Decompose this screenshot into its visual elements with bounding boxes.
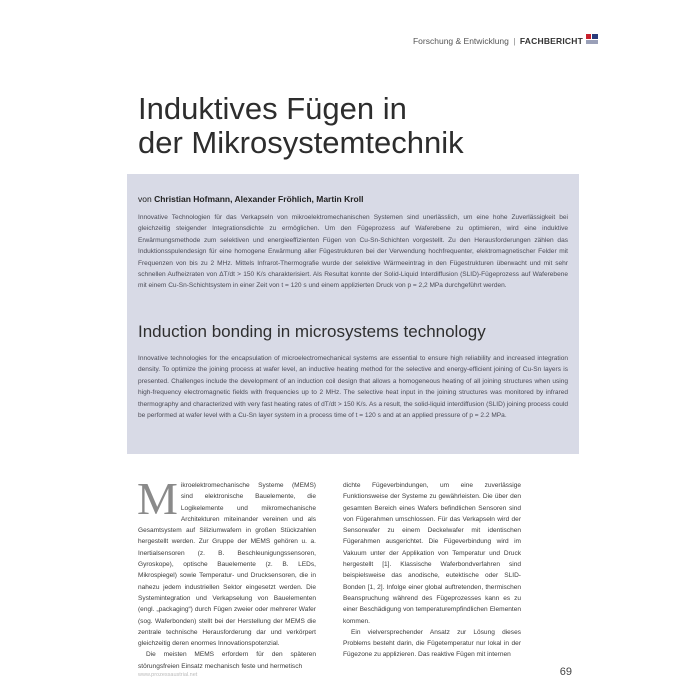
body-paragraph — [137, 473, 316, 649]
publisher-logo-icon — [586, 34, 598, 45]
authors-prefix: von — [138, 194, 152, 204]
drop-cap: M — [137, 473, 178, 524]
header-section: FACHBERICHT — [519, 36, 583, 46]
running-header — [413, 36, 583, 46]
body-paragraph: Die meisten MEMS erfordern für den späteren störungsfreien Einsatz mechanisch feste und hermetisch — [138, 651, 316, 670]
body-column-2 — [343, 480, 521, 661]
authors-names: Christian Hofmann, Alexander Fröhlich, Martin Kroll — [154, 194, 364, 204]
page-number: 69 — [559, 666, 572, 678]
authors-line — [138, 194, 568, 204]
header-category: Forschung & Entwicklung — [412, 36, 509, 46]
body-paragraph: Ein vielversprechender Ansatz zur Lösung dieses Problems besteht darin, die Fügetemperatur nur lokal in der Fügezone zu applizieren. Das reaktive Fügen mit internen — [343, 628, 521, 659]
body-paragraph: dichte Fügeverbindungen, um eine zuverlässige Funktionsweise der Systeme zu gewährleisten. Die über den gesamten Bereich eines Wafers befindlichen Sensoren sind von Fügerahmen umschlossen. Für das Verkapseln wird der Sensorwafer zu einem Deckelwafer mit identischen Fügerahmen ausgerichtet. Die Fügeverbindung wird im Vakuum unter der Applikation von Temperatur und Druck hergestellt [1]. Klassische Waferbondverfahren sind beispielsweise das anodische, eutektische oder SLID-Bonden [1, 2]. Infolge einer global auftretenden, thermischen Beanspruchung während des Fügeprozesses kann es zu einer Beschädigung von temperaturempfindlichen Elementen kommen. — [343, 482, 521, 625]
english-title: Induction bonding in microsystems technology — [138, 322, 486, 341]
footer-url: www.prozessaustrial.net — [138, 672, 198, 678]
title-line-2: der Mikrosystemtechnik — [138, 125, 464, 160]
body-text: ikroelektromechanische Systeme (MEMS) sind elektronische Bauelemente, die Logikelemente und mikromechanische Architekturen miteinander vereinen und als Gesamtsystem auf Siliziumwafern in großen Stückzahlen hergestellt werden. Zur Gruppe der MEMS gehören u. a. Inertialsensoren (z. B. Beschleunigungssensoren, Gyroskope), optische Bauelemente (z. B. LEDs, Mikrospiegel) sowie Temperatur- und Drucksensoren, die in nahezu jedem industriellen Sektor eingesetzt werden. Die Systemintegration und Verkapselung von Bauelementen (engl. „packaging“) durch Fügen zweier oder mehrerer Wafer (sog. Waferbonden) stellt bei der Herstellung der MEMS die zentrale technische Herausforderung dar und verkörpert gleichzeitig deren enormes Innovationspotenzial. — [138, 482, 316, 648]
body-column-1 — [137, 473, 316, 672]
article-title — [138, 92, 588, 160]
title-line-1: Induktives Fügen in — [138, 91, 407, 126]
abstract-german: Innovative Technologien für das Verkapseln von mikroelektromechanischen Systemen sind unerlässlich, um eine hohe Zuverlässigkeit bei gleichzeitig steigender Integrationsdichte zu ermöglichen. Um den Fügeprozess auf Waferebene zu optimieren, wird eine induktive Erwärmungsmethode zum selektiven und energieeffizienten Fügen von Cu-Sn-Schichten vorgestellt. Zu den Herausforderungen zählen das Induktionsspulendesign für eine homogene Erwärmung aller Fügestrukturen bei der Verwendung hochfrequenter, elektromagnetischer Felder mit Frequenzen von bis zu 2 MHz. Mittels Infrarot-Thermografie wurde der selektive Wärmeeintrag in den Fügestrukturen überwacht und mit sehr schnellen Aufheizraten von ΔT/dt > 150 K/s charakterisiert. Als Resultat konnte der Solid-Liquid Interdiffusion (SLID)-Fügeprozess auf Waferebene mit einem Cu-Sn-Schichtsystem in einer Zeit von t = 120 s und einem applizierten Druck von p = 2,2 MPa durchgeführt werden. — [138, 214, 568, 290]
header-separator: | — [513, 36, 516, 46]
abstract-english: Innovative technologies for the encapsulation of microelectromechanical systems are essential to ensure high reliability and increased integration density. To optimize the joining process at wafer level, an inductive heating method for the selective and energy-efficient joining of Cu-Sn layers is presented. Challenges include the development of an induction coil design that allows a homogeneous heating of all joining structures when using high-frequency electromagnetic fields with frequencies up to 2 MHz. The selective heat input in the joining structures was monitored by infrared thermography and characterized with very fast heating rates of dT/dt > 150 K/s. As a result, the solid-liquid interdiffusion (SLID) joining process could be performed at wafer level with a Cu-Sn layer system in a process time of t = 120 s and at an applied pressure of p = 2.2 MPa. — [138, 355, 568, 420]
